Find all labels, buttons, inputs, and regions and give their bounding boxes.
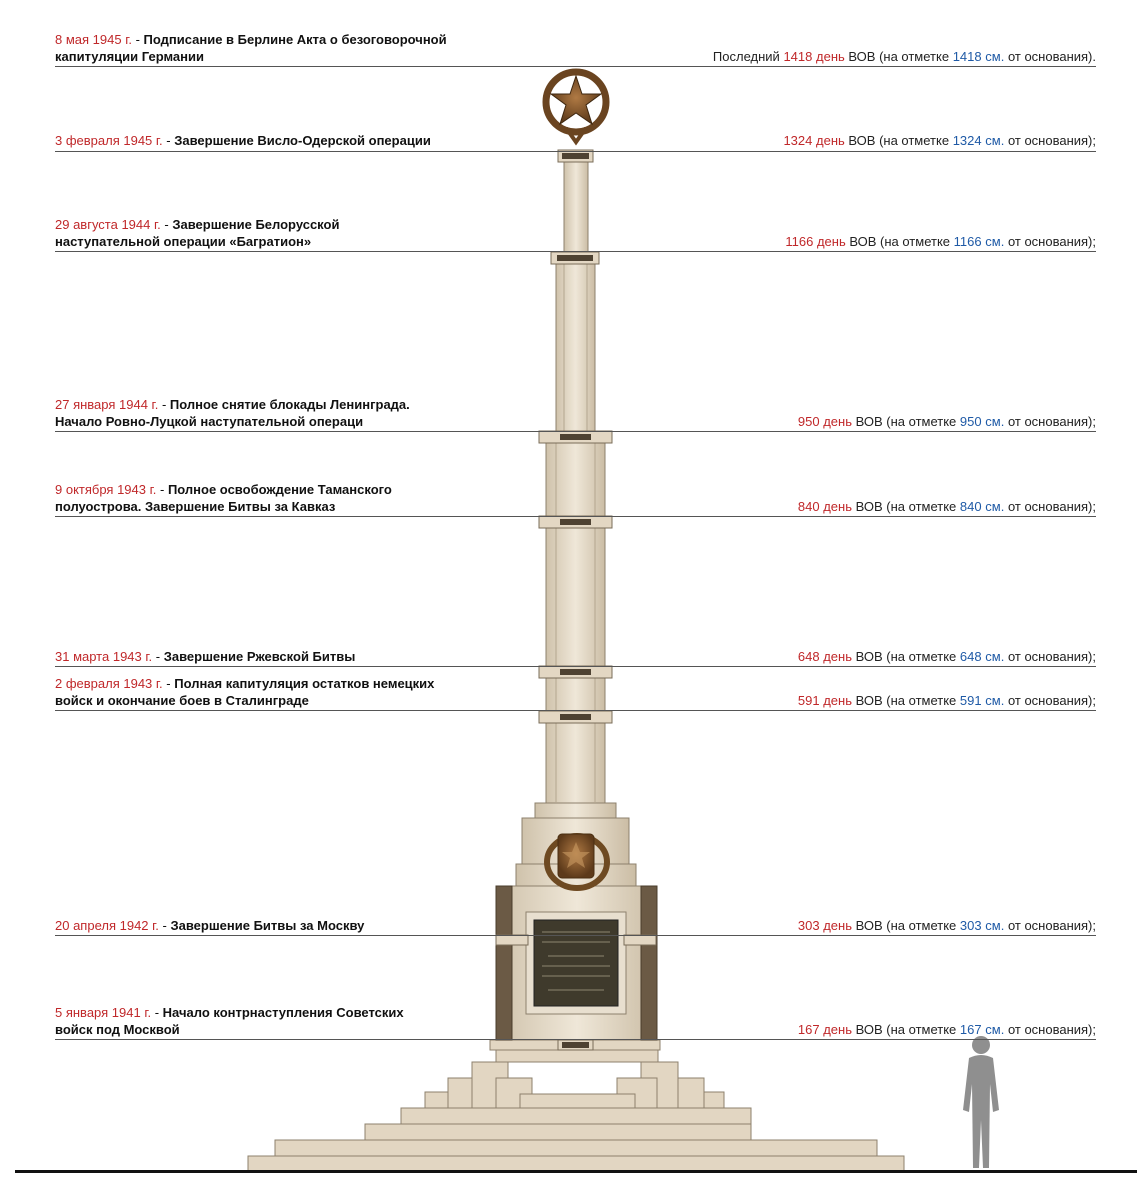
milestone-event-label — [55, 481, 425, 515]
separator: - — [162, 676, 175, 691]
day-number: 303 — [797, 918, 820, 933]
mark-open-text: (на отметке — [879, 133, 950, 148]
cm-number: 950 — [959, 414, 982, 429]
day-word: день — [816, 133, 845, 148]
milestone-day-label — [785, 233, 1096, 250]
milestone-event-label — [55, 396, 435, 430]
milestone-day-label — [798, 692, 1096, 709]
mark-open-text: (на отметке — [886, 1022, 957, 1037]
milestone-event-label — [55, 675, 465, 709]
end-text: от основания); — [1007, 1022, 1096, 1037]
vov-text: ВОВ — [848, 133, 876, 148]
vov-text: ВОВ — [855, 918, 883, 933]
prefix-text: Последний — [712, 49, 780, 64]
day-word: день — [823, 649, 852, 664]
day-number: 950 — [797, 414, 820, 429]
end-text: от основания); — [1007, 414, 1096, 429]
milestone-event: Завершение Битвы за Москву — [170, 918, 365, 933]
milestone-date: 2 февраля 1943 г. — [55, 676, 163, 691]
day-number: 840 — [797, 499, 820, 514]
end-text: от основания); — [1007, 918, 1096, 933]
day-word: день — [816, 49, 845, 64]
day-word: день — [823, 918, 852, 933]
day-word: день — [816, 234, 846, 249]
cm-unit: см. — [985, 414, 1005, 429]
milestone-date: 20 апреля 1942 г. — [55, 918, 159, 933]
mark-open-text: (на отметке — [886, 414, 957, 429]
milestone-date: 27 января 1944 г. — [55, 397, 159, 412]
end-text: от основания). — [1007, 49, 1096, 64]
cm-unit: см. — [985, 918, 1005, 933]
milestone-event: Полное снятие блокады Ленинграда. Начало Ровно-Луцкой наступательной операци — [55, 397, 410, 429]
end-text: от основания); — [1007, 649, 1096, 664]
milestone-day-label — [798, 1021, 1096, 1038]
ground-line — [15, 1170, 1137, 1173]
milestone-day-label — [783, 132, 1096, 149]
cm-number: 648 — [959, 649, 982, 664]
milestone-event-label — [55, 1004, 435, 1038]
day-word: день — [823, 1022, 852, 1037]
separator: - — [151, 1005, 163, 1020]
milestone-event-label — [55, 31, 525, 65]
vov-text: ВОВ — [855, 693, 883, 708]
milestone-line — [55, 666, 1096, 667]
cm-number: 1324 — [952, 133, 982, 148]
pedestal-steps — [248, 1040, 904, 1171]
cm-unit: см. — [985, 234, 1005, 249]
separator: - — [131, 32, 144, 47]
milestone-event: Начало контрнаступления Советских войск под Москвой — [55, 1005, 404, 1037]
milestone-event: Подписание в Берлине Акта о безоговорочной капитуляции Германии — [55, 32, 447, 64]
milestone-event: Полное освобождение Таманского полуострова. Завершение Битвы за Кавказ — [55, 482, 392, 514]
cm-unit: см. — [985, 133, 1005, 148]
mark-open-text: (на отметке — [886, 918, 957, 933]
end-text: от основания); — [1007, 234, 1096, 249]
day-number: 1166 — [785, 234, 814, 249]
milestone-date: 8 мая 1945 г. — [55, 32, 132, 47]
milestone-day-label — [798, 917, 1096, 934]
day-number: 591 — [797, 693, 820, 708]
milestone-line — [55, 251, 1096, 252]
milestone-event-label — [55, 917, 525, 934]
end-text: от основания); — [1007, 133, 1096, 148]
cm-number: 840 — [959, 499, 982, 514]
vov-text: ВОВ — [855, 649, 883, 664]
separator: - — [152, 649, 164, 664]
mark-open-text: (на отметке — [880, 234, 951, 249]
end-text: от основания); — [1007, 499, 1096, 514]
separator: - — [156, 482, 168, 497]
day-number: 1418 — [783, 49, 813, 64]
milestone-event-label — [55, 132, 525, 149]
milestone-date: 5 января 1941 г. — [55, 1005, 152, 1020]
vov-text: ВОВ — [848, 49, 876, 64]
cm-number: 1418 — [952, 49, 982, 64]
vov-text: ВОВ — [849, 234, 877, 249]
human-scale-figure-icon — [963, 1036, 999, 1168]
separator: - — [160, 217, 173, 232]
milestone-date: 29 августа 1944 г. — [55, 217, 161, 232]
mark-open-text: (на отметке — [879, 49, 950, 64]
milestone-event-label — [55, 648, 525, 665]
milestone-event: Полная капитуляция остатков немецких войск и окончание боев в Сталинграде — [55, 676, 435, 708]
day-word: день — [823, 693, 852, 708]
milestone-event: Завершение Ржевской Битвы — [163, 649, 356, 664]
vov-text: ВОВ — [855, 1022, 883, 1037]
milestone-date: 9 октября 1943 г. — [55, 482, 157, 497]
end-text: от основания); — [1007, 693, 1096, 708]
milestone-line — [55, 151, 1096, 152]
milestone-line — [55, 66, 1096, 67]
milestone-day-label — [798, 413, 1096, 430]
cm-unit: см. — [985, 693, 1005, 708]
cm-unit: см. — [985, 499, 1005, 514]
cm-number: 1166 — [953, 234, 982, 249]
milestone-event-label — [55, 216, 375, 250]
milestone-line — [55, 710, 1096, 711]
mark-open-text: (на отметке — [886, 649, 957, 664]
day-word: день — [823, 414, 852, 429]
milestone-date: 3 февраля 1945 г. — [55, 133, 163, 148]
separator: - — [158, 918, 171, 933]
separator: - — [162, 133, 175, 148]
milestone-day-label — [798, 648, 1096, 665]
cm-number: 591 — [959, 693, 982, 708]
memorial-plaque — [534, 920, 618, 1006]
cm-unit: см. — [985, 1022, 1005, 1037]
milestone-line — [55, 1039, 1096, 1040]
milestone-line — [55, 431, 1096, 432]
cm-unit: см. — [985, 49, 1005, 64]
milestone-day-label — [798, 498, 1096, 515]
cm-number: 167 — [959, 1022, 982, 1037]
day-word: день — [823, 499, 852, 514]
day-number: 167 — [797, 1022, 820, 1037]
milestone-day-label — [713, 48, 1096, 65]
cm-unit: см. — [985, 649, 1005, 664]
milestone-event: Завершение Белорусской наступательной операции «Багратион» — [55, 217, 340, 249]
milestone-date: 31 марта 1943 г. — [55, 649, 153, 664]
day-number: 648 — [797, 649, 820, 664]
milestone-event: Завершение Висло-Одерской операции — [174, 133, 431, 148]
day-number: 1324 — [783, 133, 813, 148]
mark-open-text: (на отметке — [886, 499, 957, 514]
separator: - — [158, 397, 170, 412]
mark-open-text: (на отметке — [886, 693, 957, 708]
star-emblem-icon — [546, 72, 606, 142]
vov-text: ВОВ — [855, 499, 883, 514]
milestone-line — [55, 935, 1096, 936]
milestone-line — [55, 516, 1096, 517]
cm-number: 303 — [959, 918, 982, 933]
vov-text: ВОВ — [855, 414, 883, 429]
